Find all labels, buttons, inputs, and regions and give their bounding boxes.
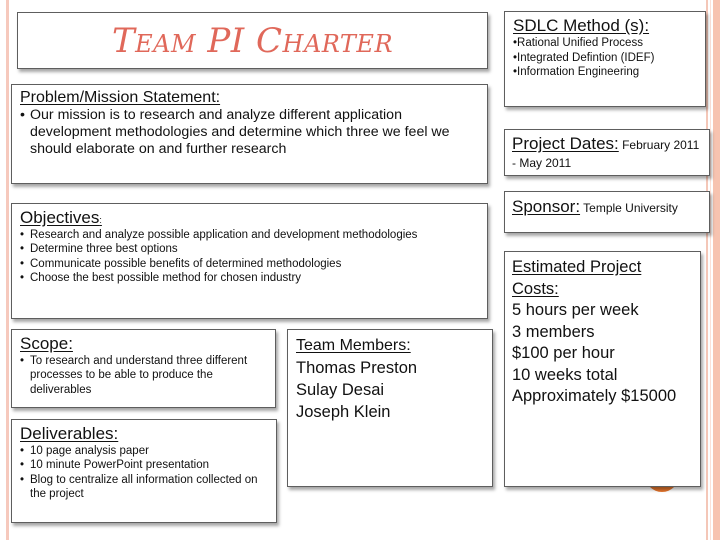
deliverable-item: • 10 minute PowerPoint presentation [20,458,268,472]
left-decorative-stripe [6,0,9,540]
estimated-costs-box [504,251,701,487]
objectives-heading-colon: : [99,215,102,225]
scope-item: • To research and understand three different processes to be able to produce the deliverables [20,354,267,397]
costs-heading-line2: Costs: [512,279,559,298]
objective-item: • Choose the best possible method for chosen industry [20,271,479,285]
right-decorative-line [706,0,708,540]
sponsor-value: Temple University [580,201,678,215]
page-title: Team PI Charter [111,20,394,61]
mission-item: • Our mission is to research and analyze different application development methodologies and determine which three we feel we should elaborate on and further research [20,107,479,158]
cost-line: 10 weeks total [512,365,618,384]
mission-statement-box [11,84,488,184]
dates-value: February 2011 - May 2011 [512,138,700,170]
cost-line: Approximately $15000 [512,387,677,405]
objective-item: • Determine three best options [20,242,479,256]
dates-heading: Project Dates: [512,134,619,153]
cost-line: $100 per hour [512,344,615,362]
scope-heading: Scope: [20,334,73,353]
sdlc-item: •Rational Unified Process [513,37,643,49]
team-members-box [287,329,493,487]
deliverables-heading: Deliverables: [20,424,119,443]
objectives-box [11,203,488,319]
costs-heading-line1: Estimated Project [512,258,642,276]
objective-item: • Research and analyze possible application and development methodologies [20,228,479,242]
mission-heading: Problem/Mission Statement: [20,89,221,106]
sponsor-box [504,191,710,233]
team-member: Joseph Klein [296,403,391,421]
objectives-heading: Objectives [20,208,100,227]
sdlc-heading: SDLC Method (s): [513,16,650,35]
team-member: Sulay Desai [296,381,385,399]
project-dates-box [504,129,710,176]
scope-box [11,329,276,408]
sdlc-item: •Information Engineering [513,66,640,78]
cost-line: 3 members [512,322,595,341]
right-decorative-band [713,0,720,540]
deliverable-item: • Blog to centralize all information collected on the project [20,473,268,502]
cost-line: 5 hours per week [512,301,639,319]
sponsor-heading: Sponsor: [512,197,581,216]
right-decorative-line-thin [710,0,711,540]
title-box [17,12,488,69]
team-member: Thomas Preston [296,359,418,377]
team-heading: Team Members: [296,337,411,354]
sdlc-method-box [504,11,706,107]
sdlc-item: •Integrated Defintion (IDEF) [513,51,655,64]
deliverable-item: • 10 page analysis paper [20,444,268,458]
objective-item: • Communicate possible benefits of determined methodologies [20,257,479,271]
deliverables-box [11,419,277,523]
